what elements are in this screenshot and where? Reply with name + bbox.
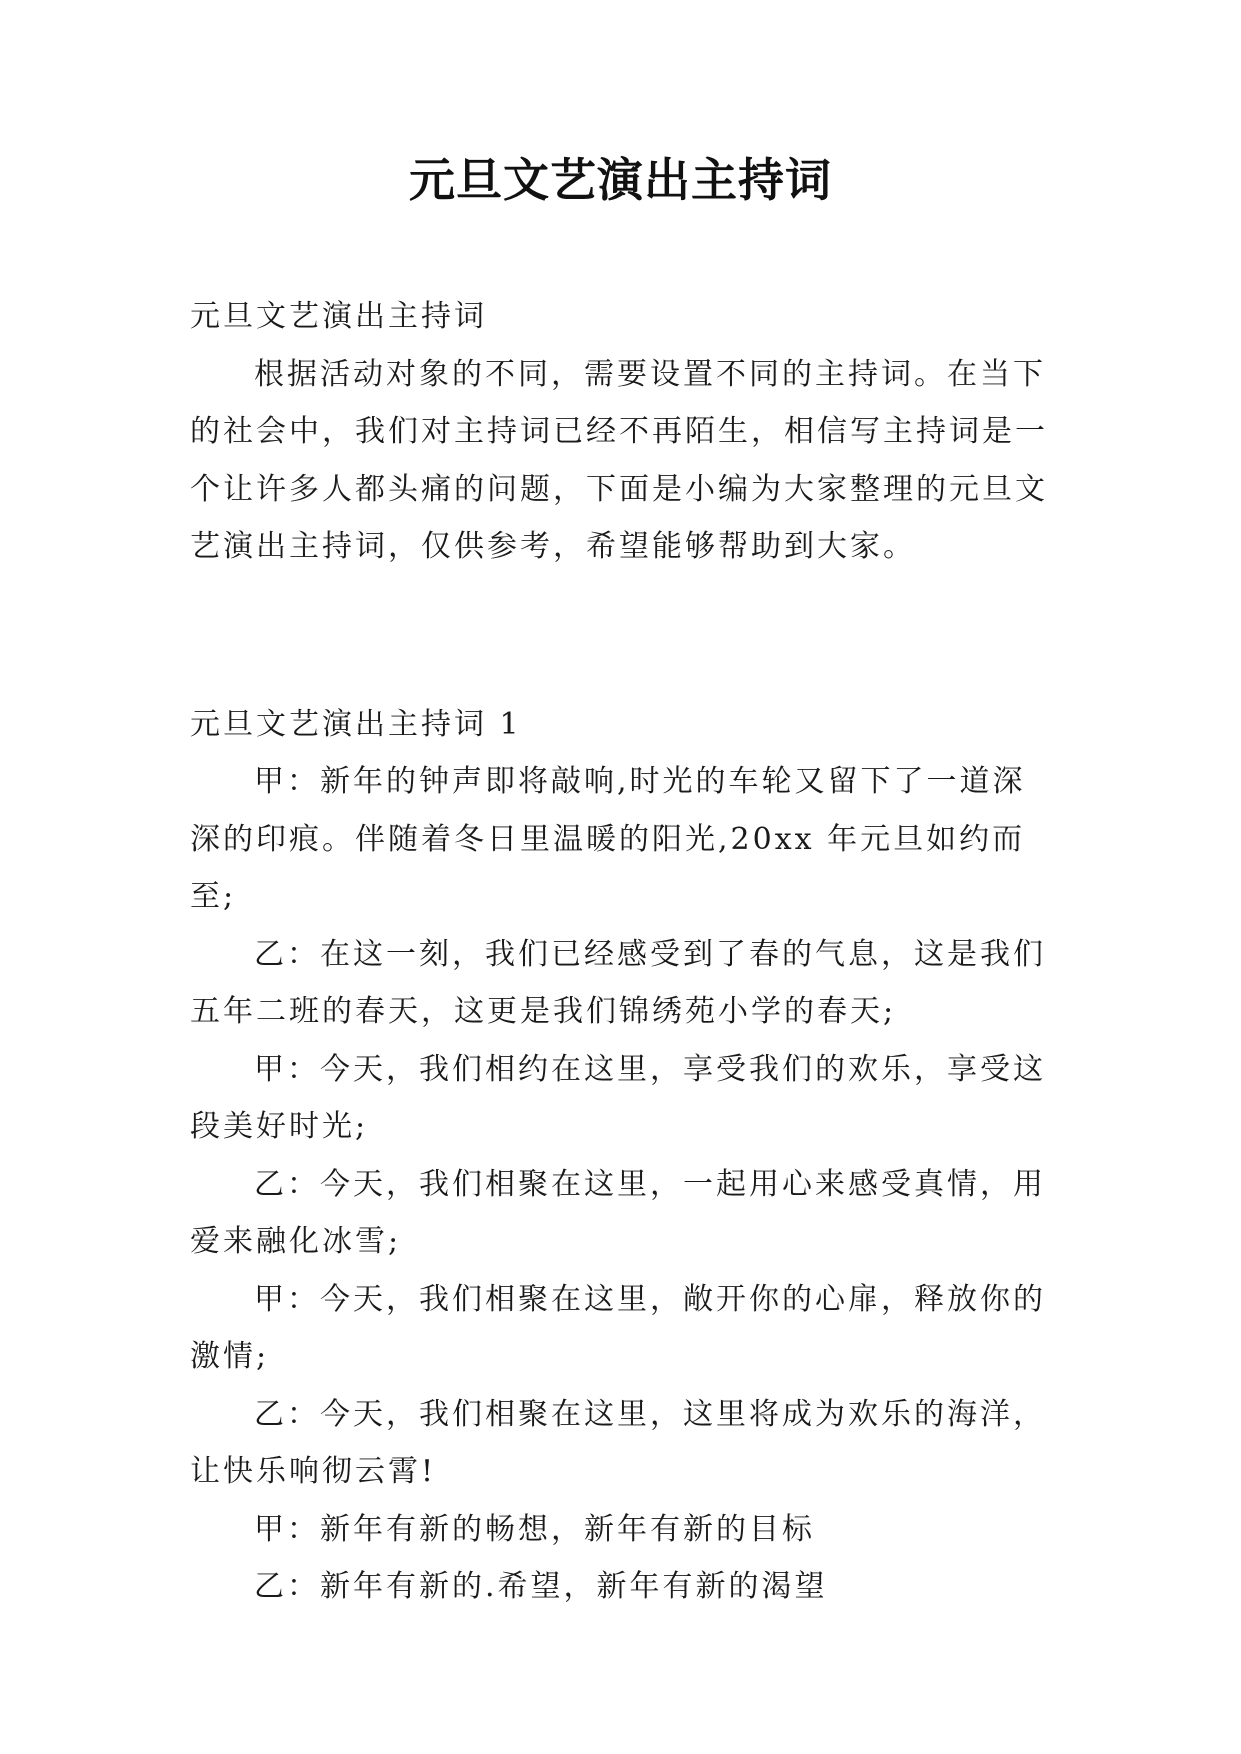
section-heading: 元旦文艺演出主持词 1: [190, 706, 522, 742]
intro-paragraph: 根据活动对象的不同，需要设置不同的主持词。在当下的社会中，我们对主持词已经不再陌生，相信写主持词是一个让许多人都头痛的问题，下面是小编为大家整理的元旦文艺演出主持词，仅供参考，希望能够帮助到大家。: [190, 356, 1048, 564]
dialogue-line-7: 甲：新年有新的畅想，新年有新的目标: [254, 1511, 815, 1547]
dialogue-line-4: 乙：今天，我们相聚在这里，一起用心来感受真情，用爱来融化冰雪;: [190, 1166, 1046, 1259]
dialogue-line-6: 乙：今天，我们相聚在这里，这里将成为欢乐的海洋，让快乐响彻云霄!: [190, 1396, 1046, 1489]
document-title: 元旦文艺演出主持词: [409, 153, 832, 207]
dialogue-line-8: 乙：新年有新的.希望，新年有新的渴望: [254, 1569, 828, 1604]
dialogue-line-1: 甲：新年的钟声即将敲响,时光的车轮又留下了一道深深的印痕。伴随着冬日里温暖的阳光,20xx 年元旦如约而至;: [190, 764, 1026, 914]
subtitle: 元旦文艺演出主持词: [190, 299, 487, 334]
section-spacer: [190, 576, 1052, 696]
dialogue-line-5: 甲：今天，我们相聚在这里，敞开你的心扉，释放你的激情;: [190, 1281, 1046, 1374]
dialogue-line-2: 乙：在这一刻，我们已经感受到了春的气息，这是我们五年二班的春天，这更是我们锦绣苑小学的春天;: [190, 936, 1046, 1029]
dialogue-line-3: 甲：今天，我们相约在这里，享受我们的欢乐，享受这段美好时光;: [190, 1051, 1046, 1144]
document-body: [190, 288, 1052, 1616]
